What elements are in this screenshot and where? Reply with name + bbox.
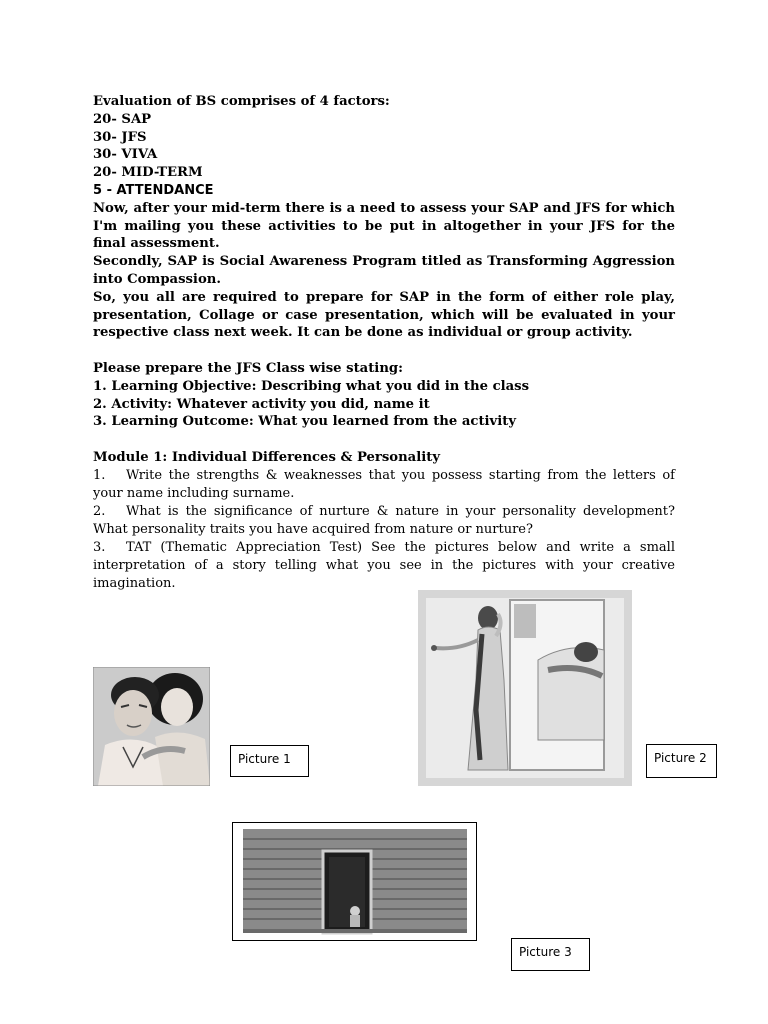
picture-2-image <box>418 590 632 786</box>
factor-sap: 20- SAP <box>93 111 152 127</box>
factor-mid-term: 20- MID-TERM <box>93 165 203 181</box>
document-body <box>93 93 675 593</box>
evaluation-heading: Evaluation of BS comprises of 4 factors: <box>93 94 390 109</box>
picture-3-image <box>232 822 477 941</box>
jfs-item: 2. Activity: Whatever activity you did, name it <box>93 396 430 412</box>
factor-viva: 30- VIVA <box>93 147 158 163</box>
module-item-number: 3. <box>93 539 106 555</box>
picture-1-image <box>93 667 210 786</box>
module-item-text: What is the significance of nurture & nature in your personality development? What personality traits you have acquired from nature or nurture? <box>93 503 675 537</box>
jfs-item: 1. Learning Objective: Describing what you did in the class <box>93 378 530 394</box>
woman-at-door-illustration <box>418 590 632 786</box>
module-item-number: 1. <box>93 467 106 483</box>
couple-portrait-illustration <box>93 667 210 786</box>
picture-2-label: Picture 2 <box>646 744 717 778</box>
factor-jfs: 30- JFS <box>93 129 147 145</box>
module-item <box>93 539 675 593</box>
module-item-text: TAT (Thematic Appreciation Test) See the pictures below and write a small interpretation of a story telling what you see in the pictures with your creative imagination. <box>93 539 675 591</box>
module-item-number: 2. <box>93 503 106 519</box>
factor-attendance: 5 - ATTENDANCE <box>93 182 214 198</box>
cabin-doorway-illustration <box>233 823 476 940</box>
module-item <box>93 467 675 503</box>
jfs-item: 3. Learning Outcome: What you learned from the activity <box>93 414 516 430</box>
module-item-text: Write the strengths & weaknesses that you possess starting from the letters of your name including surname. <box>93 467 675 501</box>
jfs-heading: Please prepare the JFS Class wise stating: <box>93 360 403 376</box>
picture-3-label: Picture 3 <box>511 938 590 971</box>
module-heading: Module 1: Individual Differences & Personality <box>93 449 440 465</box>
paragraph-sap-format: So, you all are required to prepare for SAP in the form of either role play, presentation, Collage or case presentation, which will be evaluated in your respective class next week. It can be done as individual or group activity. <box>93 289 675 341</box>
paragraph-sap-title: Secondly, SAP is Social Awareness Program titled as Transforming Aggression into Compassion. <box>93 254 675 287</box>
paragraph-assessment: Now, after your mid-term there is a need to assess your SAP and JFS for which I'm mailing you these activities to be put in altogether in your JFS for the final assessment. <box>93 200 675 252</box>
module-item <box>93 503 675 539</box>
picture-1-label: Picture 1 <box>230 745 309 777</box>
